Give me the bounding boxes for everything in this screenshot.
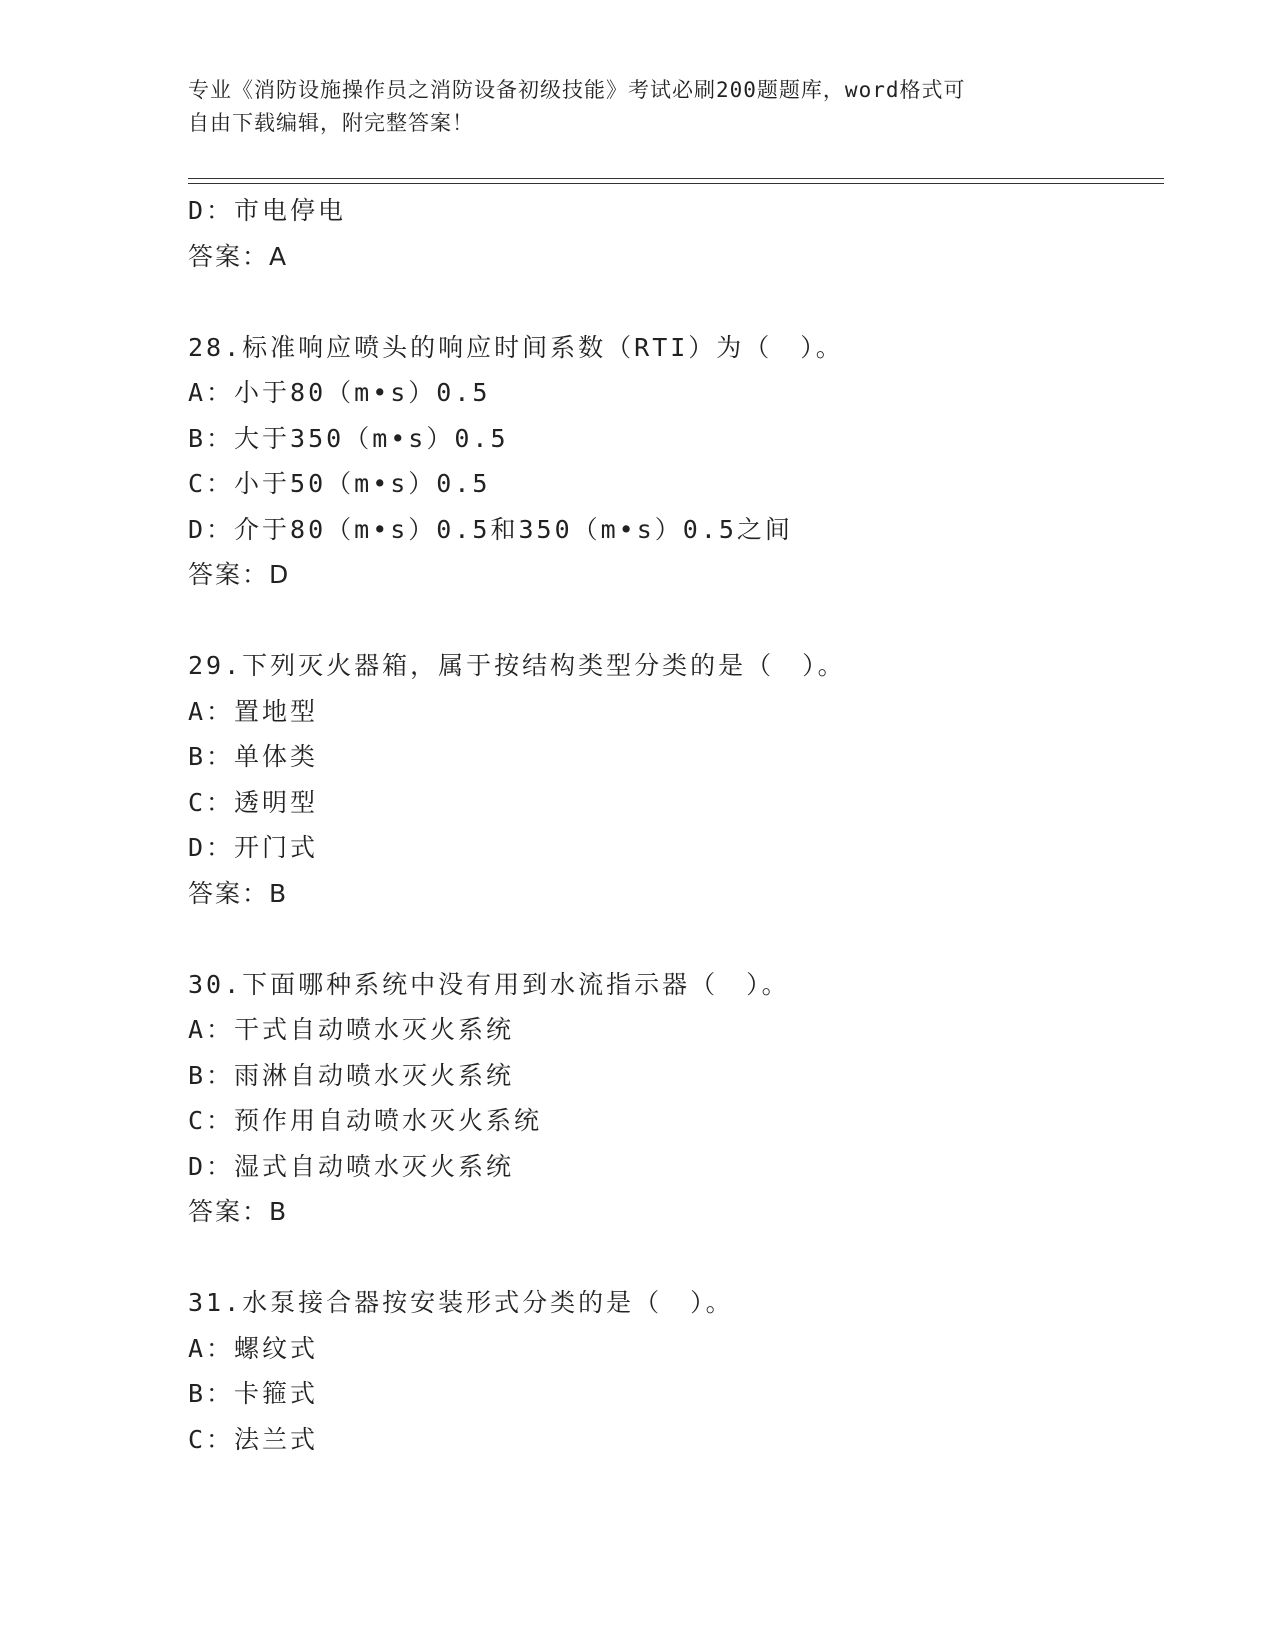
option-c: C：预作用自动喷水灭火系统 [188, 1106, 543, 1135]
option-d: D：湿式自动喷水灭火系统 [188, 1151, 515, 1181]
question-30 [188, 962, 1168, 1235]
answer: 答案：B [188, 1197, 289, 1226]
option-a: A：小于80（m•s）0.5 [188, 378, 491, 407]
question-28 [188, 325, 1168, 598]
document-header [188, 74, 1068, 140]
answer: 答案：A [188, 241, 289, 271]
question-31 [188, 1280, 1168, 1462]
option-b: B：大于350（m•s）0.5 [188, 423, 509, 453]
answer: 答案：D [188, 560, 291, 589]
question-text: 28.标准响应喷头的响应时间系数（RTI）为（ ）。 [188, 332, 844, 362]
option-d: D：市电停电 [188, 196, 347, 225]
question-29 [188, 643, 1168, 916]
question-text: 29.下列灭火器箱，属于按结构类型分类的是（ ）。 [188, 651, 846, 680]
header-divider [188, 178, 1164, 184]
option-c: C：小于50（m•s）0.5 [188, 469, 491, 498]
option-a: A：干式自动喷水灭火系统 [188, 1015, 515, 1044]
question-text: 30.下面哪种系统中没有用到水流指示器（ ）。 [188, 969, 790, 999]
option-b: B：单体类 [188, 742, 319, 771]
header-line-1: 专业《消防设施操作员之消防设备初级技能》考试必刷200题题库，word格式可 [188, 78, 966, 102]
header-line-2: 自由下载编辑，附完整答案！ [188, 111, 474, 135]
option-b: B：卡箍式 [188, 1379, 319, 1408]
answer: 答案：B [188, 878, 289, 908]
option-b: B：雨淋自动喷水灭火系统 [188, 1060, 515, 1090]
option-d: D：介于80（m•s）0.5和350（m•s）0.5之间 [188, 514, 793, 544]
option-d: D：开门式 [188, 833, 319, 862]
question-text: 31.水泵接合器按安装形式分类的是（ ）。 [188, 1288, 734, 1317]
option-c: C：透明型 [188, 787, 319, 817]
option-a: A：螺纹式 [188, 1333, 319, 1363]
option-a: A：置地型 [188, 696, 319, 726]
option-c: C：法兰式 [188, 1424, 319, 1454]
question-list [188, 188, 1168, 1462]
